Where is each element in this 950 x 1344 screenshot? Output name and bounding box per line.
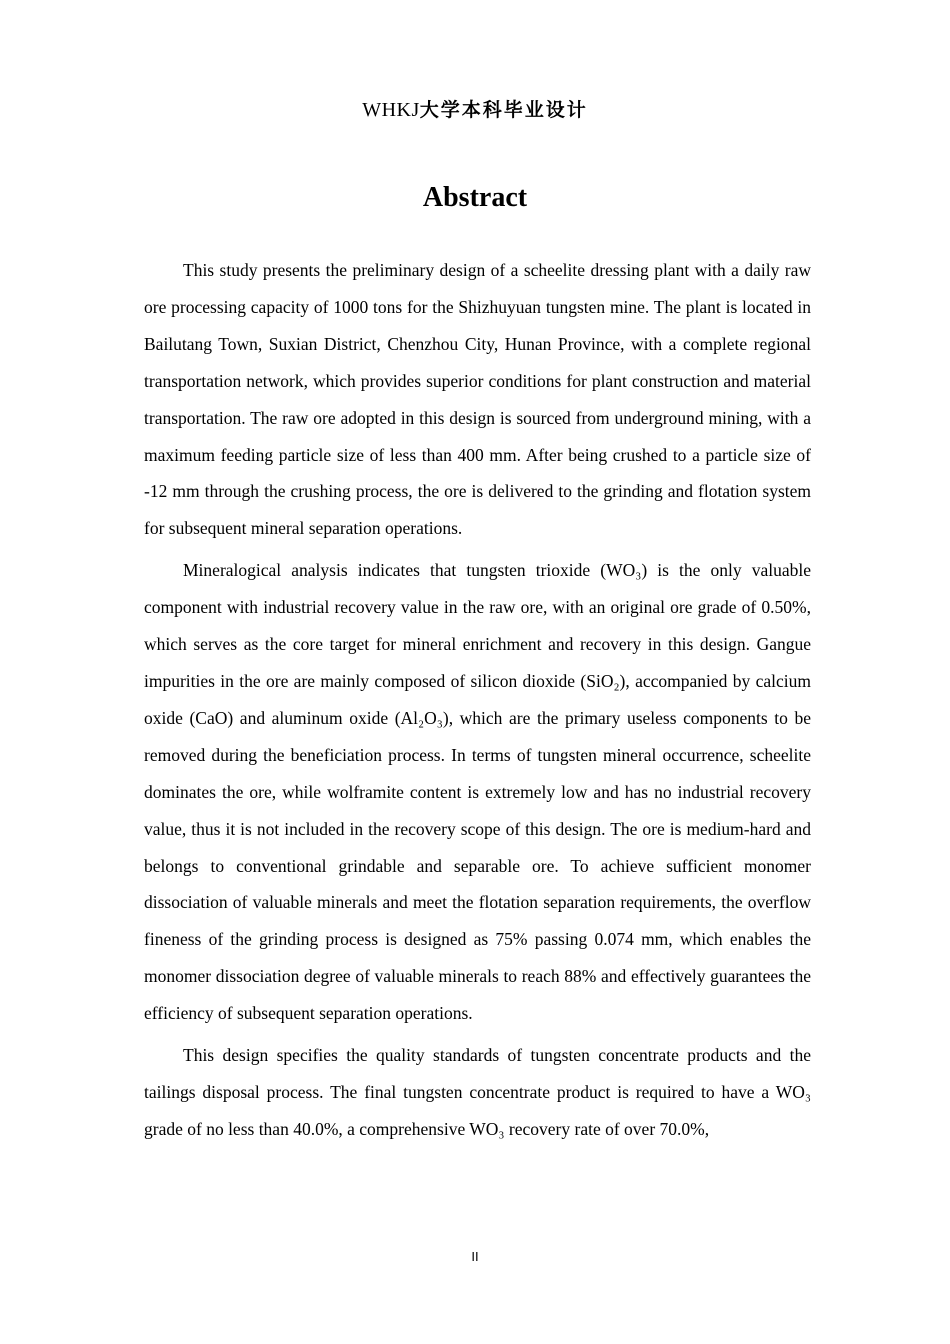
abstract-title: Abstract — [422, 182, 528, 213]
header-university-code: WHKJ — [362, 99, 420, 121]
abstract-body — [144, 252, 811, 1153]
page-header — [0, 96, 950, 125]
abstract-paragraph-3: This design specifies the quality standards of tungsten concentrate products and the tailings disposal process. The final tungsten concentrate product is required to have a WO₃ grade of no less than 40.0%, a comprehensive WO₃ recovery rate of over 70.0%, — [144, 1045, 811, 1139]
abstract-paragraph-2: Mineralogical analysis indicates that tungsten trioxide (WO₃) is the only valuable component with industrial recovery value in the raw ore, with an original ore grade of 0.50%, which serves as the core target for mineral enrichment and recovery in this design. Gangue impurities in the ore are mainly composed of silicon dioxide (SiO₂), accompanied by calcium oxide (CaO) and aluminum oxide (Al₂O₃), which are the primary useless components to be removed during the beneficiation process. In terms of tungsten mineral occurrence, scheelite dominates the ore, while wolframite content is extremely low and has no industrial recovery value, thus it is not included in the recovery scope of this design. The ore is medium-hard and belongs to conventional grindable and separable ore. To achieve sufficient monomer dissociation of valuable minerals and meet the flotation separation requirements, the overflow fineness of the grinding process is designed as 75% passing 0.074 mm, which enables the monomer dissociation degree of valuable minerals to reach 88% and effectively guarantees the efficiency of subsequent separation operations. — [144, 560, 811, 1024]
header-document-type: 大学本科毕业设计 — [419, 99, 588, 121]
abstract-paragraph-1: This study presents the preliminary design of a scheelite dressing plant with a daily raw ore processing capacity of 1000 tons for the Shizhuyuan tungsten mine. The plant is located in Bailutang Town, Suxian District, Chenzhou City, Hunan Province, with a complete regional transportation network, which provides superior conditions for plant construction and material transportation. The raw ore adopted in this design is sourced from underground mining, with a maximum feeding particle size of less than 400 mm. After being crushed to a particle size of -12 mm through the crushing process, the ore is delivered to the grinding and flotation system for subsequent mineral separation operations. — [144, 260, 811, 539]
page-number: II — [471, 1249, 479, 1264]
